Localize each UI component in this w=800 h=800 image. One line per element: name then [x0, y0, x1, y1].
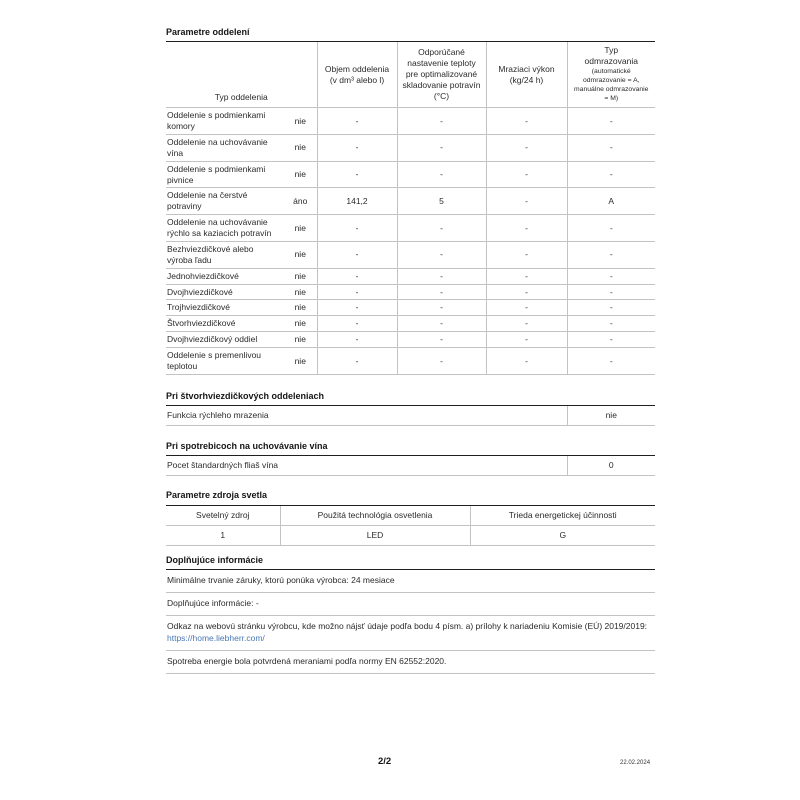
- wine-table: [166, 456, 655, 476]
- table-cell: 1: [166, 525, 280, 545]
- table-cell: 141,2: [317, 188, 397, 215]
- light-source-table: [166, 506, 655, 546]
- page-number: 2/2: [378, 756, 392, 767]
- compartments-table: [166, 42, 655, 375]
- table-cell: Svetelný zdroj: [166, 506, 280, 526]
- table-cell: Oddelenie na uchovávanie vína: [166, 134, 284, 161]
- table-cell: -: [397, 215, 486, 242]
- table-cell: nie: [284, 241, 317, 268]
- column-header-volume: Objem oddelenia (v dm³ alebo l): [317, 42, 397, 107]
- table-cell: nie: [284, 108, 317, 135]
- table-cell: Dvojhviezdičkové: [166, 284, 284, 300]
- info-row: Spotreba energie bola potvrdená meraniami podľa normy EN 62552:2020.: [166, 651, 655, 674]
- table-cell: -: [397, 284, 486, 300]
- table-cell: Oddelenie s podmienkami komory: [166, 108, 284, 135]
- table-row: [166, 215, 655, 242]
- table-cell: LED: [280, 525, 470, 545]
- column-header-temperature: Odporúčané nastavenie teploty pre optimalizované skladovanie potravín (°C): [397, 42, 486, 107]
- info-text: Odkaz na webovú stránku výrobcu, kde možno nájsť údaje podľa bodu 4 písm. a) prílohy k nariadeniu Komisie (EÚ) 2019/2019:: [167, 620, 648, 631]
- info-row: Minimálne trvanie záruky, ktorú ponúka výrobca: 24 mesiace: [166, 570, 655, 593]
- table-cell: -: [486, 188, 567, 215]
- table-cell: 5: [397, 188, 486, 215]
- table-cell: -: [397, 300, 486, 316]
- table-row: [166, 134, 655, 161]
- table-cell: Dvojhviezdičkový oddiel: [166, 332, 284, 348]
- table-cell: nie: [284, 268, 317, 284]
- table-cell: -: [397, 316, 486, 332]
- table-cell: -: [486, 316, 567, 332]
- compartments-header-row: [166, 42, 655, 107]
- table-cell: -: [567, 284, 655, 300]
- table-cell: Bezhviezdičkové alebo výroba ľadu: [166, 241, 284, 268]
- manufacturer-website-link[interactable]: https://home.liebherr.com/: [167, 633, 265, 644]
- table-cell: nie: [284, 300, 317, 316]
- table-cell: -: [567, 332, 655, 348]
- column-header-freezing: Mraziaci výkon (kg/24 h): [486, 42, 567, 107]
- table-cell: -: [486, 215, 567, 242]
- wine-table-body: [166, 456, 655, 476]
- table-row: [166, 406, 655, 426]
- table-cell: -: [567, 161, 655, 188]
- table-cell: -: [397, 108, 486, 135]
- table-cell: -: [567, 268, 655, 284]
- table-cell: -: [397, 241, 486, 268]
- table-row: [166, 161, 655, 188]
- table-cell: -: [317, 268, 397, 284]
- table-row: [166, 241, 655, 268]
- table-cell: -: [567, 348, 655, 375]
- table-cell: -: [486, 284, 567, 300]
- table-cell: Pocet štandardných fliaš vína: [166, 456, 567, 476]
- table-cell: Funkcia rýchleho mrazenia: [166, 406, 567, 426]
- table-cell: Oddelenie na uchovávanie rýchlo sa kaziacich potravín: [166, 215, 284, 242]
- section-title-wine: Pri spotrebicoch na uchovávanie vína: [166, 441, 655, 456]
- section-title-light: Parametre zdroja svetla: [166, 490, 655, 505]
- section-title-four-star: Pri štvorhviezdičkových oddeleniach: [166, 391, 655, 406]
- table-cell: -: [317, 134, 397, 161]
- table-cell: Oddelenie s premenlivou teplotou: [166, 348, 284, 375]
- table-cell: -: [486, 241, 567, 268]
- column-header-defrost: [567, 42, 655, 107]
- table-row: [166, 188, 655, 215]
- table-row: [166, 300, 655, 316]
- table-row: [166, 316, 655, 332]
- table-cell: -: [317, 332, 397, 348]
- table-row: [166, 332, 655, 348]
- column-header-defrost-note: (automatické odmrazovanie = A, manuálne odmrazovanie = M): [574, 68, 649, 103]
- table-cell: nie: [284, 215, 317, 242]
- table-cell: A: [567, 188, 655, 215]
- document-page: [166, 27, 655, 674]
- table-cell: -: [567, 241, 655, 268]
- table-cell: -: [567, 215, 655, 242]
- table-cell: nie: [567, 406, 655, 426]
- table-cell: -: [317, 108, 397, 135]
- section-title-additional: Doplňujúce informácie: [166, 555, 655, 570]
- table-cell: -: [317, 284, 397, 300]
- table-cell: -: [317, 300, 397, 316]
- table-cell: -: [486, 332, 567, 348]
- table-cell: Jednohviezdičkové: [166, 268, 284, 284]
- table-cell: -: [317, 316, 397, 332]
- four-star-table: [166, 406, 655, 426]
- table-row: [166, 108, 655, 135]
- table-cell: -: [317, 161, 397, 188]
- table-cell: -: [486, 300, 567, 316]
- light-values-row: [166, 525, 655, 545]
- light-header-row: [166, 506, 655, 526]
- table-cell: áno: [284, 188, 317, 215]
- table-row: [166, 284, 655, 300]
- table-cell: -: [317, 348, 397, 375]
- table-cell: Oddelenie na čerstvé potraviny: [166, 188, 284, 215]
- table-cell: nie: [284, 161, 317, 188]
- table-cell: -: [486, 161, 567, 188]
- footer-date: 22.02.2024: [620, 760, 651, 766]
- table-cell: nie: [284, 284, 317, 300]
- table-cell: Trieda energetickej účinnosti: [470, 506, 655, 526]
- info-row: Doplňujúce informácie: -: [166, 593, 655, 616]
- table-cell: Štvorhviezdičkové: [166, 316, 284, 332]
- table-cell: Oddelenie s podmienkami pivnice: [166, 161, 284, 188]
- table-cell: -: [397, 348, 486, 375]
- section-title-compartments: Parametre oddelení: [166, 27, 655, 42]
- table-cell: 0: [567, 456, 655, 476]
- table-cell: -: [567, 316, 655, 332]
- column-header-defrost-title: Typ odmrazovania: [584, 45, 638, 67]
- table-row: [166, 456, 655, 476]
- four-star-table-body: [166, 406, 655, 426]
- table-cell: Trojhviezdičkové: [166, 300, 284, 316]
- table-cell: -: [486, 134, 567, 161]
- table-cell: -: [567, 134, 655, 161]
- table-cell: nie: [284, 134, 317, 161]
- table-cell: G: [470, 525, 655, 545]
- table-cell: -: [397, 332, 486, 348]
- additional-info-list: [166, 570, 655, 674]
- table-cell: nie: [284, 348, 317, 375]
- table-cell: -: [486, 268, 567, 284]
- table-cell: -: [567, 300, 655, 316]
- table-row: [166, 268, 655, 284]
- table-cell: -: [397, 134, 486, 161]
- column-header-type: Typ oddelenia: [166, 42, 317, 107]
- table-cell: nie: [284, 316, 317, 332]
- table-cell: -: [397, 268, 486, 284]
- info-row: [166, 616, 655, 652]
- table-cell: -: [397, 161, 486, 188]
- compartments-table-body: [166, 108, 655, 375]
- table-cell: -: [486, 108, 567, 135]
- table-cell: nie: [284, 332, 317, 348]
- table-cell: Použitá technológia osvetlenia: [280, 506, 470, 526]
- table-cell: -: [567, 108, 655, 135]
- table-cell: -: [486, 348, 567, 375]
- table-row: [166, 348, 655, 375]
- table-cell: -: [317, 215, 397, 242]
- table-cell: -: [317, 241, 397, 268]
